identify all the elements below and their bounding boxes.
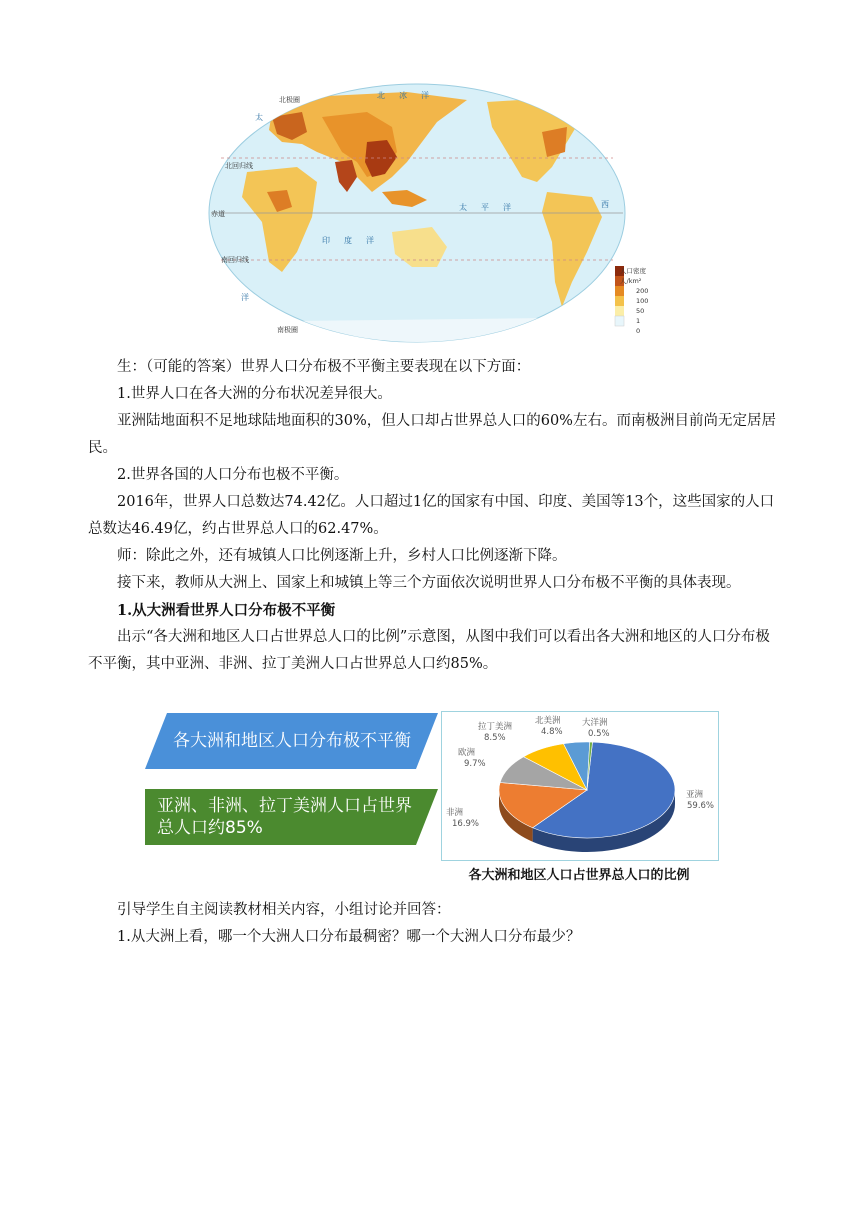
atlantic-label: 西 <box>601 200 623 209</box>
pie-label-name: 拉丁美洲 <box>478 722 513 732</box>
banner-unbalanced <box>145 713 438 769</box>
pie-label-value: 16.9% <box>452 819 480 829</box>
banner-green-line1: 亚洲、非洲、拉丁美洲人口占世界 <box>157 796 412 816</box>
banner-green-line2: 总人口约85% <box>157 818 263 838</box>
pie-label-name: 欧洲 <box>458 748 476 758</box>
pie-label-value: 0.5% <box>588 729 610 739</box>
pie-label-value: 59.6% <box>687 801 715 811</box>
paragraph-show-chart: 出示“各大洲和地区人口占世界总人口的比例”示意图，从图中我们可以看出各大洲和地区的人口分布极不平衡，其中亚洲、非洲、拉丁美洲人口占世界总人口约85%。 <box>88 629 770 672</box>
legend-value: 50 <box>636 307 645 315</box>
pie-label-value: 4.8% <box>541 727 563 737</box>
paragraph-2016-population: 2016年，世界人口总数达74.42亿。人口超过1亿的国家有中国、印度、美国等13个，这些国家的人口总数达46.49亿，约占世界总人口的62.47%。 <box>88 494 775 537</box>
legend-title: 人口密度 <box>620 267 646 275</box>
pacific-west-label: 太 <box>255 113 277 122</box>
paragraph-student-answer: 生：（可能的答案）世界人口分布极不平衡主要表现在以下方面： <box>117 359 531 375</box>
paragraph-question-1: 1.从大洲上看，哪一个大洲人口分布最稠密？哪一个大洲人口分布最少？ <box>117 929 581 945</box>
paragraph-asia-area: 亚洲陆地面积不足地球陆地面积的30%，但人口却占世界总人口的60%左右。而南极洲目前尚无定居居民。 <box>88 413 776 456</box>
pie-label-name: 大洋洲 <box>582 718 608 728</box>
tropic-cancer-label: 北回归线 <box>225 162 253 170</box>
paragraph-teacher: 师：除此之外，还有城镇人口比例逐渐上升，乡村人口比例逐渐下降。 <box>117 548 567 564</box>
pie-chart-frame <box>441 711 719 861</box>
section-heading: 1.从大洲看世界人口分布极不平衡 <box>117 602 336 619</box>
indian-ocean-label: 印度洋 <box>322 236 388 245</box>
pie-label-value: 8.5% <box>484 733 506 743</box>
paragraph-guide-students: 引导学生自主阅读教材相关内容，小组讨论并回答： <box>117 902 451 918</box>
pie-label-name: 北美洲 <box>535 716 561 726</box>
arctic-ocean-label: 北冰洋 <box>377 91 443 100</box>
map-graphic <box>207 82 627 344</box>
equator-label: 赤道 <box>211 210 225 218</box>
pie-label-name: 亚洲 <box>686 790 704 800</box>
banner-blue-text: 各大洲和地区人口分布极不平衡 <box>173 731 411 751</box>
map-legend-text <box>620 266 660 336</box>
antarctic-circle-label: 南极圈 <box>277 326 298 334</box>
banner-85-percent <box>145 789 438 845</box>
legend-value: 0 <box>636 327 641 335</box>
ocean-char-label: 洋 <box>241 293 263 302</box>
tropic-capricorn-label: 南回归线 <box>221 256 249 264</box>
legend-value: 200 <box>636 287 649 295</box>
pie-chart <box>442 712 718 860</box>
paragraph-point-1: 1.世界人口在各大洲的分布状况差异很大。 <box>117 386 392 402</box>
legend-unit: 人/km² <box>620 277 642 285</box>
legend-value: 1 <box>636 317 641 325</box>
antarctica-landmass <box>207 317 627 344</box>
paragraph-next-steps: 接下来，教师从大洲上、国家上和城镇上等三个方面依次说明世界人口分布极不平衡的具体表现。 <box>117 575 741 591</box>
pacific-ocean-label: 太平洋 <box>459 203 525 212</box>
pie-chart-title: 各大洲和地区人口占世界总人口的比例 <box>468 868 690 883</box>
paragraph-point-2: 2.世界各国的人口分布也极不平衡。 <box>117 467 349 483</box>
arctic-circle-label: 北极圈 <box>279 96 300 104</box>
population-density-map <box>207 82 627 344</box>
pie-label-value: 9.7% <box>464 759 486 769</box>
pie-label-name: 非洲 <box>446 808 464 818</box>
legend-value: 100 <box>636 297 649 305</box>
